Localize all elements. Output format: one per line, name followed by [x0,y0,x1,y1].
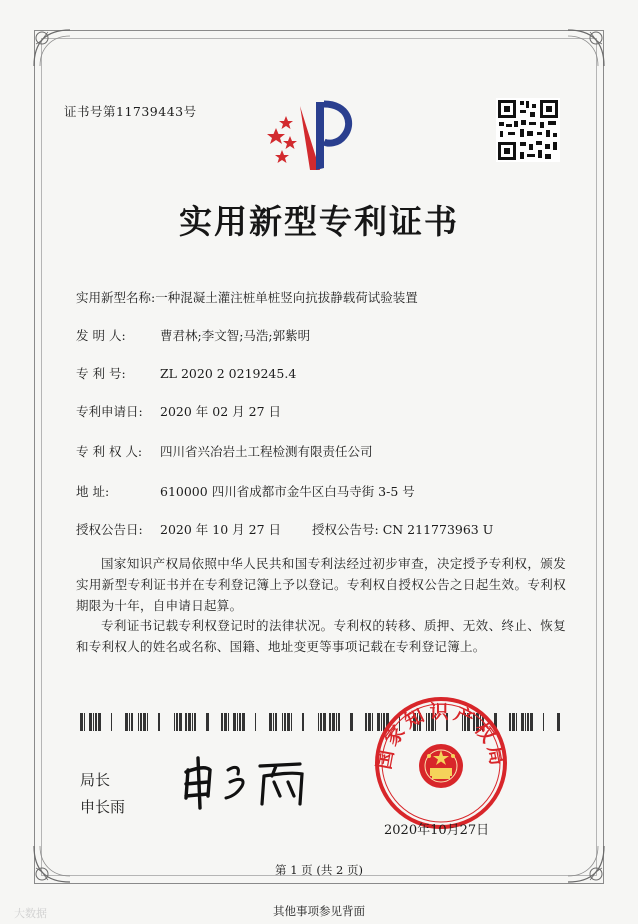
grant-number-value: CN 211773963 U [382,522,494,537]
grant-statement-paragraph: 国家知识产权局依照中华人民共和国专利法经过初步审查，决定授予专利权，颁发实用新型专利证书并在专利登记簿上予以登记。专利权自授权公告之日起生效。专利权期限为十年，自申请日起算。 [76,556,566,613]
certificate-number: 证书号第11739443号 [64,104,197,119]
official-seal [372,694,510,832]
grant-date-value: 2020 年 10 月 27 日 [160,522,281,537]
patent-office-logo [264,94,358,176]
inventor-label: 发 明 人: [76,328,126,343]
address-label: 地 址: [76,484,110,499]
back-side-note: 其他事项参见背面 [273,904,365,918]
filing-date-row [76,402,281,420]
corner-ornament-top-left [30,26,76,72]
utility-model-name-row [76,288,418,306]
inventor-row [76,326,310,344]
page-indicator: 第 1 页 (共 2 页) [275,863,363,877]
grant-number-label: 授权公告号: [312,522,379,537]
watermark-text: 大数据 [14,907,47,920]
grant-number-row [312,520,493,538]
filing-date-value: 2020 年 02 月 27 日 [160,404,281,419]
utility-model-name-label: 实用新型名称: [76,290,156,305]
patent-number-label: 专 利 号: [76,366,126,381]
filing-date-label: 专利申请日: [76,404,143,419]
address-row [76,482,415,500]
patent-holder-value: 四川省兴冶岩土工程检测有限责任公司 [160,444,373,459]
certificate-title: 实用新型专利证书 [179,202,459,241]
patent-holder-label: 专 利 权 人: [76,444,143,459]
inventor-value: 曹君林;李文智;马浩;郭紫明 [160,328,311,343]
utility-model-name-value: 一种混凝土灌注桩单桩竖向抗拔静载荷试验装置 [155,290,418,305]
handwritten-signature [176,752,326,812]
seal-text: 国家知识产权局 [373,701,509,771]
patent-number-value: ZL 2020 2 0219245.4 [160,366,297,381]
seal-date: 2020年10月27日 [384,823,490,838]
patent-holder-row [76,442,373,460]
address-value: 610000 四川省成都市金牛区白马寺街 3-5 号 [160,484,415,499]
grant-date-row [76,520,281,538]
director-name: 申长雨 [80,798,126,816]
legal-status-paragraph: 专利证书记载专利权登记时的法律状况。专利权的转移、质押、无效、终止、恢复和专利权人的姓名或名称、国籍、地址变更等事项记载在专利登记簿上。 [76,618,566,654]
corner-ornament-top-right [562,26,608,72]
grant-date-label: 授权公告日: [76,522,143,537]
director-title: 局长 [80,771,111,789]
patent-number-row [76,364,296,382]
qr-code-icon [496,98,560,162]
